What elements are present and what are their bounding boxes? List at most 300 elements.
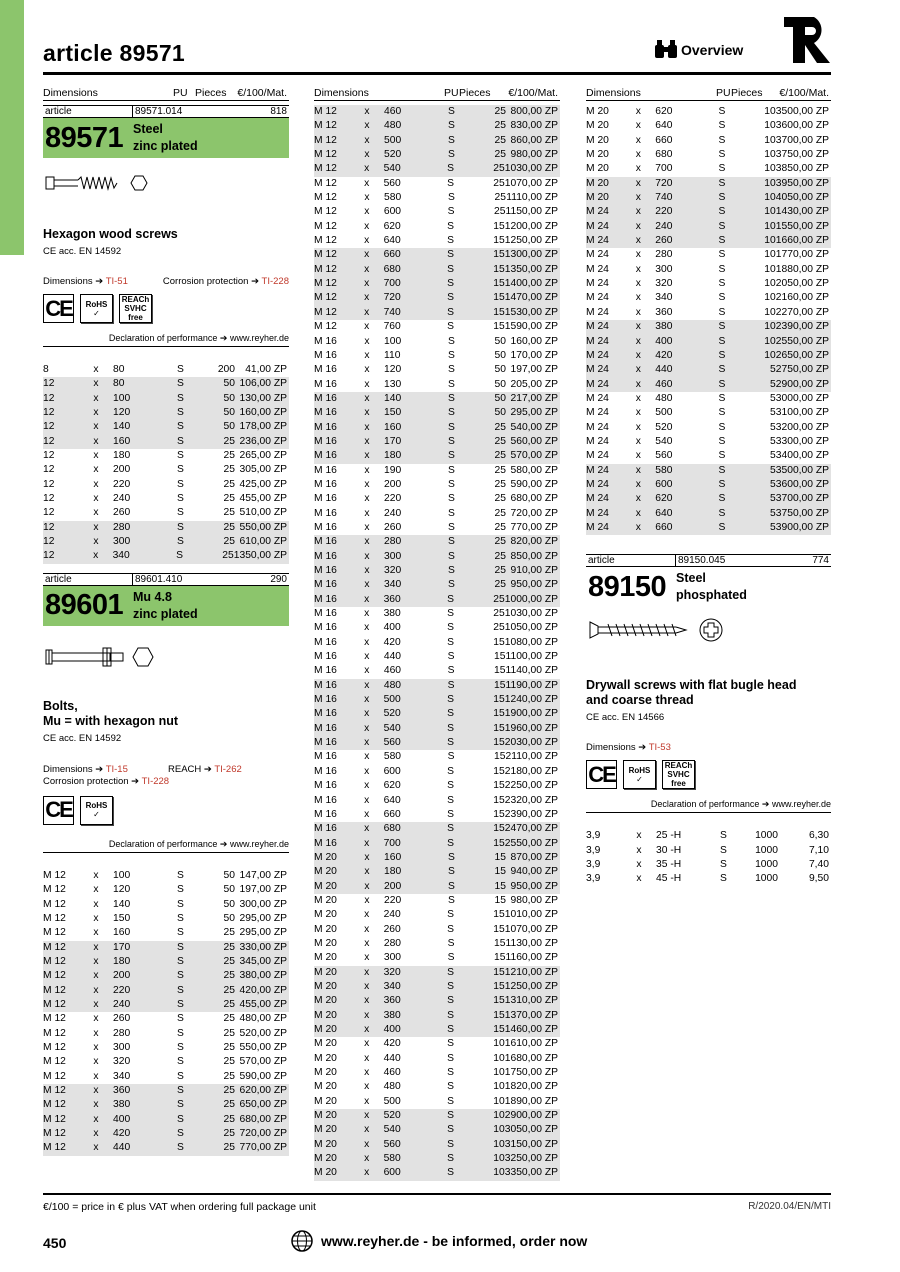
length-cell: 180	[384, 866, 402, 878]
length-cell: 580	[384, 192, 402, 204]
dim-cell: M 12	[43, 869, 66, 881]
length-cell: 380	[113, 1099, 131, 1111]
dim-cell: M 20	[314, 995, 337, 1007]
pieces-cell: 25	[223, 1041, 235, 1053]
declaration-of-performance-link[interactable]: Declaration of performance ➔ www.reyher.de	[43, 839, 289, 853]
price-cell: 3750,00 ZP	[775, 507, 830, 519]
table-row	[314, 679, 560, 693]
pieces-cell: 15	[493, 923, 505, 935]
pieces-cell: 15	[494, 894, 506, 906]
pieces-cell: 10	[493, 1095, 505, 1107]
length-cell: 380	[383, 1009, 401, 1021]
table-row	[314, 449, 560, 463]
x-cell: x	[93, 450, 99, 462]
price-table-89150	[586, 829, 831, 886]
price-cell: 1430,00 ZP	[775, 206, 830, 218]
pieces-cell: 15	[493, 780, 505, 792]
pieces-cell: 25	[494, 521, 506, 533]
table-row	[314, 937, 560, 951]
length-cell: 400	[383, 622, 401, 634]
table-row	[43, 549, 289, 563]
declaration-of-performance-link[interactable]: Declaration of performance ➔ www.reyher.de	[586, 799, 831, 813]
length-cell: 680	[383, 263, 401, 275]
pu-cell: S	[177, 378, 184, 390]
table-row	[586, 191, 831, 205]
table-row	[586, 435, 831, 449]
pieces-cell: 10	[493, 1081, 505, 1093]
price-cell: 41,00 ZP	[245, 364, 287, 375]
pieces-cell: 1000	[755, 830, 778, 842]
table-row	[586, 162, 831, 176]
pieces-cell: 15	[493, 909, 505, 921]
price-cell: 680,00 ZP	[510, 493, 558, 505]
pieces-cell: 50	[223, 378, 235, 390]
price-cell: 295,00 ZP	[239, 912, 287, 924]
x-cell: x	[364, 1167, 370, 1179]
x-cell: x	[364, 894, 370, 906]
x-cell: x	[635, 507, 641, 519]
dim-cell: M 16	[314, 751, 337, 763]
pieces-cell: 25	[223, 1013, 235, 1025]
pu-cell: S	[447, 306, 455, 318]
length-cell: 600	[655, 478, 673, 490]
dimensions-ref[interactable]: Dimensions ➔ TI-51	[43, 276, 128, 287]
price-cell: 2320,00 ZP	[504, 794, 558, 806]
price-cell: 1890,00 ZP	[504, 1095, 558, 1107]
length-cell: 380	[655, 321, 673, 333]
dim-cell: M 20	[314, 880, 337, 892]
website-link[interactable]	[291, 1230, 587, 1252]
table-row	[314, 550, 560, 564]
pu-cell: S	[448, 450, 455, 462]
pu-cell: S	[447, 622, 455, 634]
dim-cell: 3,9	[586, 844, 601, 856]
pieces-cell: 25	[223, 478, 235, 490]
x-cell: x	[93, 435, 99, 447]
length-cell: 460	[655, 378, 673, 390]
pieces-cell: 25	[494, 435, 506, 447]
x-cell: x	[635, 493, 641, 505]
pieces-cell: 10	[493, 1138, 505, 1150]
length-cell: 580	[383, 1153, 401, 1165]
pu-cell: S	[177, 970, 184, 982]
x-cell: x	[364, 737, 370, 749]
pieces-cell: 10	[764, 106, 776, 117]
x-cell: x	[93, 1041, 99, 1053]
length-cell: 220	[655, 206, 673, 218]
x-cell: x	[635, 306, 641, 318]
length-cell: 180	[113, 955, 131, 967]
pu-cell: S	[447, 636, 455, 648]
pieces-cell: 50	[223, 421, 235, 433]
dim-cell: M 20	[586, 106, 609, 117]
x-cell: x	[364, 665, 370, 677]
pieces-cell: 10	[764, 349, 776, 361]
x-cell: x	[364, 794, 370, 806]
table-row	[314, 1109, 560, 1123]
pieces-cell: 10	[764, 177, 776, 189]
table-row	[586, 291, 831, 305]
price-cell: 3000,00 ZP	[775, 392, 830, 404]
x-cell: x	[364, 306, 370, 318]
length-cell: 640	[383, 794, 401, 806]
dim-cell: M 12	[314, 321, 337, 333]
x-cell: x	[635, 392, 641, 404]
table-row	[314, 1009, 560, 1023]
price-cell: 300,00 ZP	[239, 898, 287, 910]
header-rule	[43, 72, 831, 75]
length-cell: 190	[384, 464, 402, 476]
length-cell: 320	[113, 1056, 131, 1068]
length-cell: 320	[655, 278, 673, 290]
pu-cell: S	[447, 995, 455, 1007]
length-cell: 580	[383, 751, 402, 763]
dim-cell: M 16	[314, 737, 337, 749]
pieces-cell: 15	[493, 321, 505, 333]
dim-cell: M 24	[586, 206, 609, 218]
price-cell: 1460,00 ZP	[504, 1024, 558, 1035]
x-cell: x	[635, 177, 641, 189]
x-cell: x	[93, 478, 99, 490]
price-cell: 1550,00 ZP	[775, 220, 830, 232]
pu-cell: S	[718, 421, 726, 433]
product-name: Bolts, Mu = with hexagon nut	[43, 698, 179, 728]
pieces-cell: 10	[764, 220, 776, 232]
price-cell: 236,00 ZP	[239, 435, 287, 447]
length-cell: 360	[383, 995, 401, 1007]
table-row	[314, 1138, 560, 1152]
x-cell: x	[364, 952, 370, 964]
pu-cell: S	[447, 694, 455, 706]
x-cell: x	[364, 622, 370, 634]
pu-cell: S	[448, 335, 455, 347]
dim-cell: M 24	[586, 407, 609, 419]
price-cell: 1030,00 ZP	[504, 163, 558, 175]
dim-cell: 3,9	[586, 830, 601, 842]
dim-cell: M 12	[314, 263, 337, 275]
price-cell: 1300,00 ZP	[504, 249, 558, 261]
dim-cell: M 12	[43, 984, 66, 996]
length-cell: 200	[113, 970, 131, 982]
x-cell: x	[364, 880, 370, 892]
wood-screw-drawing	[43, 170, 163, 196]
length-cell: 300	[655, 263, 673, 275]
price-cell: 1470,00 ZP	[504, 292, 558, 304]
pieces-cell: 15	[493, 694, 505, 706]
declaration-of-performance-link[interactable]: Declaration of performance ➔ www.reyher.de	[43, 333, 289, 347]
x-cell: x	[364, 464, 370, 476]
table-row	[314, 966, 560, 980]
x-cell: x	[635, 249, 641, 261]
price-cell: 3350,00 ZP	[504, 1167, 558, 1179]
table-row	[314, 750, 560, 764]
dim-cell: 12	[43, 450, 55, 462]
table-row	[43, 377, 289, 391]
dim-cell: M 16	[314, 651, 337, 663]
dim-cell: M 16	[314, 722, 337, 734]
price-cell: 3900,00 ZP	[775, 521, 830, 533]
dim-cell: 12	[43, 507, 55, 519]
pu-cell: S	[177, 927, 184, 939]
overview-link[interactable]	[655, 40, 743, 58]
pieces-cell: 15	[493, 263, 505, 275]
x-cell: x	[364, 966, 370, 978]
length-cell: 300	[113, 1041, 131, 1053]
x-cell: x	[364, 421, 370, 433]
pu-cell: S	[447, 1024, 455, 1035]
length-cell: 80	[113, 364, 125, 375]
x-cell: x	[364, 1009, 370, 1021]
dim-cell: M 20	[586, 134, 609, 146]
length-cell: 440	[655, 364, 673, 376]
x-cell: x	[93, 392, 99, 404]
price-cell: 580,00 ZP	[510, 464, 558, 476]
length-cell: 660	[383, 808, 401, 820]
table-row	[43, 1141, 289, 1155]
length-cell: 120	[113, 884, 131, 896]
pu-cell: S	[447, 608, 455, 620]
dim-cell: M 12	[314, 292, 337, 304]
table-row	[586, 119, 831, 133]
price-table-89601	[43, 869, 289, 1156]
price-cell: 2030,00 ZP	[504, 737, 558, 749]
dim-cell: M 24	[586, 421, 609, 433]
price-cell: 2270,00 ZP	[775, 306, 830, 318]
price-cell: 380,00 ZP	[239, 970, 287, 982]
pieces-cell: 15	[494, 851, 506, 863]
dim-cell: M 16	[314, 521, 337, 533]
pu-cell: S	[718, 392, 726, 404]
table-row	[314, 636, 560, 650]
x-cell: x	[635, 521, 641, 533]
length-cell: 160	[113, 435, 131, 447]
x-cell: x	[364, 493, 370, 505]
dim-cell: M 20	[586, 120, 609, 132]
pieces-cell: 15	[493, 278, 505, 290]
pu-cell: S	[448, 349, 455, 361]
dim-cell: M 16	[314, 636, 337, 648]
x-cell: x	[93, 536, 99, 548]
column-2	[314, 86, 560, 1181]
length-cell: 460	[384, 106, 402, 117]
pu-cell: S	[447, 780, 455, 792]
pieces-cell: 15	[494, 679, 506, 691]
table-row	[314, 1166, 560, 1180]
price-cell: 3950,00 ZP	[775, 177, 830, 189]
pieces-cell: 10	[764, 321, 776, 333]
table-row	[314, 162, 560, 176]
bolt-drawing	[43, 642, 163, 672]
article-line	[586, 554, 831, 567]
certification-badges	[43, 294, 289, 323]
length-cell: 620	[655, 106, 673, 117]
dim-cell: M 20	[314, 851, 337, 863]
price-cell: 205,00 ZP	[510, 378, 558, 390]
length-cell: 100	[384, 335, 402, 347]
table-row	[586, 349, 831, 363]
pieces-cell: 10	[493, 1110, 505, 1122]
price-cell: 7,40	[808, 859, 829, 870]
drywall-screw-drawing	[586, 615, 726, 645]
price-cell: 455,00 ZP	[239, 998, 287, 1010]
length-cell: 340	[384, 579, 402, 591]
price-cell: 217,00 ZP	[510, 392, 558, 404]
pieces-cell: 25	[494, 421, 506, 433]
x-cell: x	[635, 450, 641, 462]
x-cell: x	[635, 421, 641, 433]
length-cell: 560	[383, 177, 401, 189]
corrosion-ref[interactable]: Corrosion protection ➔ TI-228	[162, 276, 289, 287]
x-cell: x	[364, 364, 370, 376]
dim-cell: M 12	[43, 1041, 66, 1053]
x-cell: x	[635, 435, 641, 447]
pu-cell: S	[447, 751, 455, 763]
length-cell: 640	[655, 507, 673, 519]
pu-cell: S	[177, 407, 184, 419]
article-page-ref: 818	[270, 106, 287, 117]
length-cell: 540	[383, 163, 401, 175]
dimensions-ref[interactable]: Dimensions ➔ TI-15	[43, 763, 128, 775]
pu-cell: S	[718, 435, 726, 447]
price-cell: 3700,00 ZP	[775, 493, 830, 505]
length-cell: 340	[112, 550, 130, 562]
dim-cell: M 12	[43, 1142, 66, 1154]
pieces-cell: 10	[493, 1038, 505, 1050]
dim-cell: M 16	[314, 335, 337, 347]
article-label: article	[43, 106, 133, 117]
table-row	[43, 1012, 289, 1026]
article-number: 89150	[588, 570, 667, 603]
dimensions-ref[interactable]: Dimensions ➔ TI-53	[586, 742, 671, 754]
table-row	[586, 263, 831, 277]
price-cell: 1770,00 ZP	[775, 249, 830, 261]
table-row	[314, 837, 560, 851]
dim-cell: M 20	[314, 1009, 337, 1021]
x-cell: x	[93, 984, 99, 996]
x-cell: x	[364, 593, 370, 605]
x-cell: x	[364, 1153, 370, 1165]
dim-cell: M 24	[586, 364, 609, 376]
table-row	[314, 908, 560, 922]
table-row	[586, 335, 831, 349]
pieces-cell: 15	[493, 249, 505, 261]
pieces-cell: 5	[770, 478, 776, 490]
table-row	[586, 858, 831, 872]
length-cell: 400	[113, 1113, 131, 1125]
price-cell: 1030,00 ZP	[504, 608, 558, 620]
length-cell: 420	[383, 636, 401, 648]
length-cell: 460	[383, 1067, 401, 1079]
dim-cell: M 16	[314, 378, 337, 390]
x-cell: x	[635, 106, 641, 117]
dim-cell: M 12	[43, 912, 66, 924]
x-cell: x	[635, 321, 641, 333]
pu-cell: S	[448, 536, 455, 548]
length-cell: 220	[384, 894, 402, 906]
corrosion-ref[interactable]: Corrosion protection ➔ TI-228	[43, 775, 170, 787]
length-cell: 560	[655, 450, 673, 462]
x-cell: x	[364, 521, 370, 533]
length-cell: 180	[384, 450, 402, 462]
x-cell: x	[364, 608, 370, 620]
length-cell: 420	[113, 1128, 131, 1139]
dim-cell: M 12	[43, 1084, 66, 1096]
pieces-cell: 25	[494, 134, 506, 146]
length-cell: 500	[384, 134, 402, 146]
pu-cell: S	[718, 407, 726, 419]
pu-cell: S	[718, 464, 726, 476]
length-cell: 360	[383, 593, 401, 605]
dim-cell: M 20	[314, 923, 337, 935]
table-row	[314, 980, 560, 994]
x-cell: x	[364, 780, 370, 792]
pu-cell: S	[177, 464, 184, 476]
product-name: Hexagon wood screws	[43, 227, 178, 241]
dim-cell: M 12	[314, 106, 337, 117]
table-row	[43, 449, 289, 463]
x-cell: x	[364, 321, 370, 333]
x-cell: x	[635, 206, 641, 218]
reach-ref[interactable]: REACH ➔ TI-262	[168, 763, 242, 775]
dim-cell: M 12	[314, 249, 337, 261]
article-page-ref: 774	[812, 555, 829, 567]
x-cell: x	[93, 421, 99, 433]
table-row	[314, 363, 560, 377]
col-dimensions: Dimensions	[586, 87, 641, 99]
pu-cell: S	[447, 1110, 455, 1122]
pieces-cell: 25	[223, 941, 235, 953]
pu-cell: S	[720, 844, 727, 856]
table-row	[314, 578, 560, 592]
pieces-cell: 10	[764, 249, 776, 261]
x-cell: x	[364, 536, 370, 548]
length-cell: 220	[113, 478, 131, 490]
length-cell: 140	[113, 898, 131, 910]
pu-cell: S	[177, 1128, 184, 1139]
pu-cell: S	[448, 478, 455, 490]
col-pieces: Pieces	[459, 87, 491, 99]
length-cell: 220	[113, 984, 131, 996]
pieces-cell: 1000	[755, 873, 778, 885]
pieces-cell: 25	[223, 1056, 235, 1068]
price-cell: 620,00 ZP	[239, 1084, 287, 1096]
pieces-cell: 25	[223, 536, 235, 548]
length-cell: 45 -H	[656, 873, 682, 885]
x-cell: x	[364, 220, 370, 232]
dim-cell: M 12	[43, 927, 66, 939]
price-cell: 1350,00 ZP	[233, 550, 287, 562]
product-standard: CE acc. EN 14592	[43, 246, 122, 257]
dim-cell: M 24	[586, 378, 609, 390]
rohs-badge: RoHS ✓	[80, 294, 113, 323]
dim-cell: M 24	[586, 435, 609, 447]
globe-icon	[291, 1230, 313, 1252]
price-cell: 2390,00 ZP	[504, 808, 558, 820]
pu-cell: S	[447, 1153, 455, 1165]
article-code: 89571.014	[135, 106, 183, 117]
pieces-cell: 15	[493, 794, 505, 806]
price-cell: 178,00 ZP	[239, 421, 287, 433]
x-cell: x	[635, 263, 641, 275]
price-cell: 305,00 ZP	[239, 464, 287, 476]
length-cell: 320	[383, 966, 401, 978]
pieces-cell: 10	[764, 163, 776, 175]
x-cell: x	[364, 851, 370, 863]
pu-cell: S	[718, 263, 726, 275]
pieces-cell: 50	[494, 335, 506, 347]
dim-cell: 12	[43, 536, 55, 548]
length-cell: 150	[113, 912, 131, 924]
